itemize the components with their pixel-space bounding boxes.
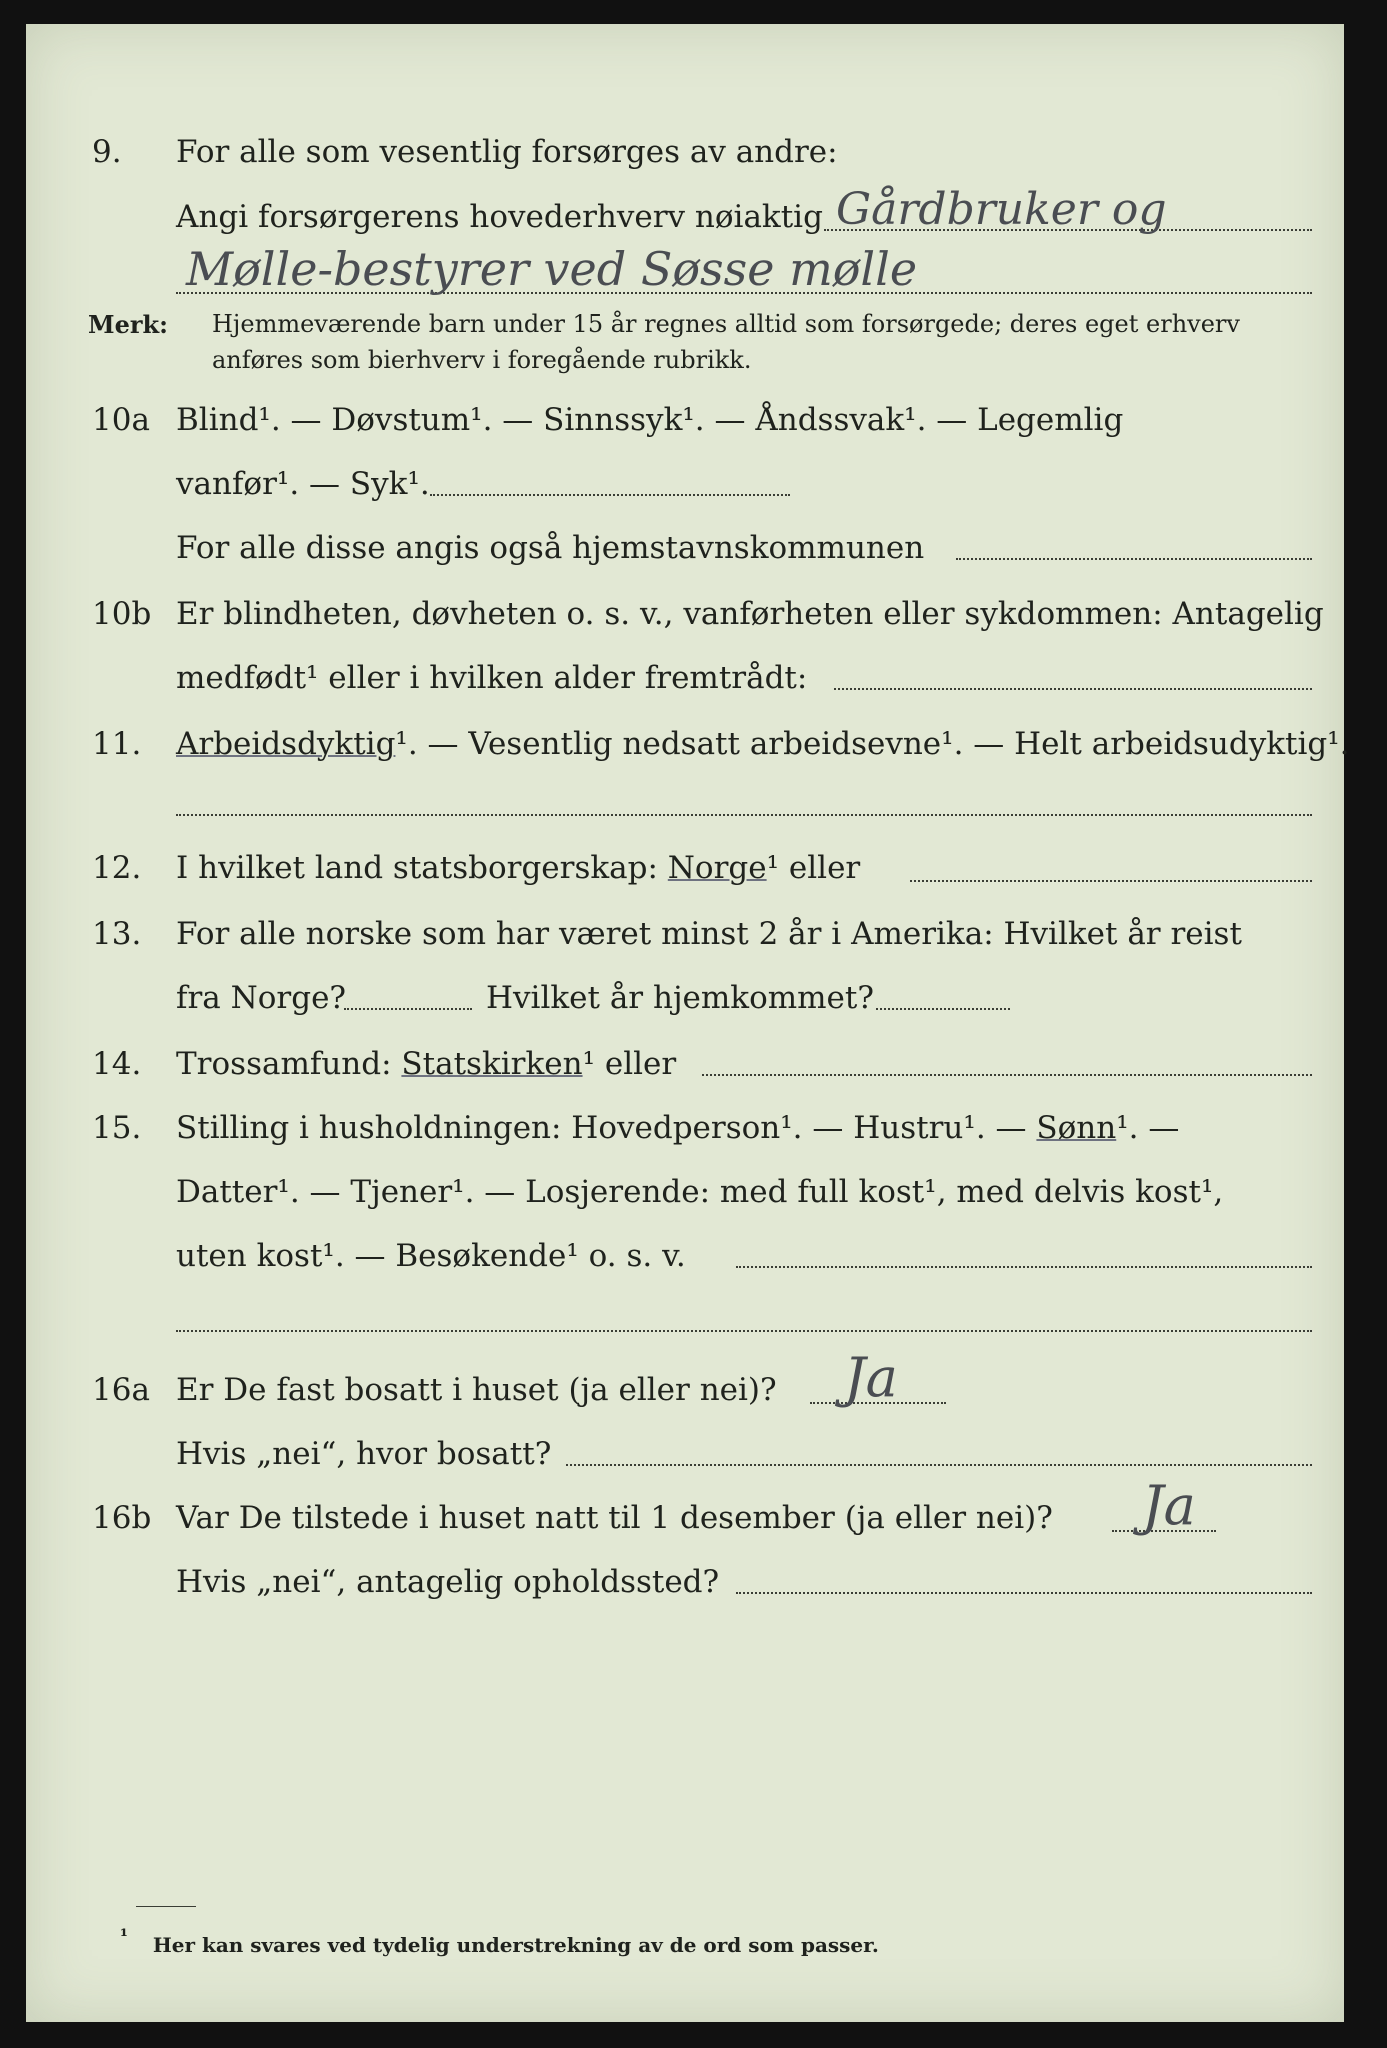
q10a-syk-line bbox=[430, 494, 790, 496]
merk-text-1: Hjemmeværende barn under 15 år regnes alltid som forsørgede; deres eget erhverv bbox=[212, 310, 1240, 338]
q11-text-rest: ¹. — Vesentlig nedsatt arbeidsevne¹. — Helt arbeidsudyktig¹. bbox=[395, 726, 1350, 762]
q10a-number: 10a bbox=[92, 402, 150, 438]
q11-answer-line bbox=[176, 814, 1312, 816]
q14-text bbox=[176, 1046, 676, 1082]
q16a-bosatt-line bbox=[566, 1464, 1312, 1466]
q12-number: 12. bbox=[92, 850, 142, 886]
q14-text-1: Trossamfund: bbox=[176, 1046, 392, 1082]
q9-handwritten-answer-1: Gårdbruker og bbox=[836, 184, 1167, 235]
q9-number: 9. bbox=[92, 134, 122, 170]
q9-text-1: For alle som vesentlig forsørges av andre: bbox=[176, 134, 838, 170]
q16a-text-2: Hvis „nei“, hvor bosatt? bbox=[176, 1436, 552, 1472]
q16a-number: 16a bbox=[92, 1372, 150, 1408]
q15-number: 15. bbox=[92, 1110, 142, 1146]
q15-answer-line bbox=[736, 1266, 1312, 1268]
q16a-text-1: Er De fast bosatt i huset (ja eller nei)? bbox=[176, 1372, 777, 1408]
q11-text bbox=[176, 726, 1350, 762]
q14-text-2: ¹ eller bbox=[582, 1046, 677, 1082]
q16b-text-2: Hvis „nei“, antagelig opholdssted? bbox=[176, 1564, 720, 1600]
q15-text-1a: Stilling i husholdningen: Hovedperson¹. — Hustru¹. — bbox=[176, 1110, 1027, 1146]
q16a-handwritten-answer: Ja bbox=[844, 1346, 898, 1409]
q14-number: 14. bbox=[92, 1046, 142, 1082]
q10a-hjemstavn-line bbox=[956, 558, 1312, 560]
q12-text bbox=[176, 850, 860, 886]
q12-underlined-answer: Norge bbox=[667, 850, 767, 886]
q13-number: 13. bbox=[92, 916, 142, 952]
q11-number: 11. bbox=[92, 726, 142, 762]
q10a-text-1: Blind¹. — Døvstum¹. — Sinnssyk¹. — Åndssvak¹. — Legemlig bbox=[176, 402, 1124, 438]
q12-text-2: ¹ eller bbox=[766, 850, 861, 886]
q16b-opholdssted-line bbox=[736, 1592, 1312, 1594]
q9-handwritten-answer-2: Mølle-bestyrer ved Søsse mølle bbox=[186, 242, 918, 296]
q10b-number: 10b bbox=[92, 596, 152, 632]
q9-text-2: Angi forsørgerens hovederhverv nøiaktig bbox=[176, 199, 823, 235]
census-form-page bbox=[26, 24, 1350, 2022]
q12-text-1: I hvilket land statsborgerskap: bbox=[176, 850, 658, 886]
q15-underlined-answer: Sønn bbox=[1036, 1110, 1117, 1146]
q10a-text-3: For alle disse angis også hjemstavnskommunen bbox=[176, 530, 925, 566]
q13-hjemkommet-line bbox=[876, 1008, 1010, 1010]
q15-text-3: uten kost¹. — Besøkende¹ o. s. v. bbox=[176, 1238, 686, 1274]
q15-extra-line bbox=[176, 1330, 1312, 1332]
q14-underlined-answer: Statskirken bbox=[401, 1046, 583, 1082]
merk-label: Merk: bbox=[88, 310, 168, 339]
q15-text-1 bbox=[176, 1110, 1179, 1146]
q15-text-2: Datter¹. — Tjener¹. — Losjerende: med full kost¹, med delvis kost¹, bbox=[176, 1174, 1224, 1210]
q11-underlined-answer: Arbeidsdyktig bbox=[176, 726, 396, 762]
q10b-text-2: medfødt¹ eller i hvilken alder fremtrådt: bbox=[176, 660, 808, 696]
merk-text-2: anføres som bierhverv i foregående rubrikk. bbox=[212, 346, 752, 374]
q16b-number: 16b bbox=[92, 1500, 152, 1536]
q13-text-1: For alle norske som har været minst 2 år i Amerika: Hvilket år reist bbox=[176, 916, 1242, 952]
q10b-answer-line bbox=[834, 688, 1312, 690]
footnote bbox=[120, 1926, 879, 1957]
q13-text-2: fra Norge? bbox=[176, 980, 347, 1016]
q10b-text-1: Er blindheten, døvheten o. s. v., vanførheten eller sykdommen: Antagelig bbox=[176, 596, 1324, 632]
q14-answer-line bbox=[702, 1074, 1312, 1076]
footnote-mark: ¹ bbox=[120, 1926, 128, 1947]
footnote-text: Her kan svares ved tydelig understrekning av de ord som passer. bbox=[152, 1933, 879, 1957]
q12-answer-line bbox=[910, 880, 1312, 882]
footnote-rule bbox=[136, 1906, 196, 1907]
q16b-text-1: Var De tilstede i huset natt til 1 desember (ja eller nei)? bbox=[176, 1500, 1053, 1536]
q10a-text-2: vanfør¹. — Syk¹. bbox=[176, 466, 430, 502]
q15-text-1b: ¹. — bbox=[1116, 1110, 1180, 1146]
q16b-handwritten-answer: Ja bbox=[1142, 1474, 1196, 1537]
q13-reist-line bbox=[344, 1008, 472, 1010]
q13-text-3: Hvilket år hjemkommet? bbox=[486, 980, 874, 1016]
